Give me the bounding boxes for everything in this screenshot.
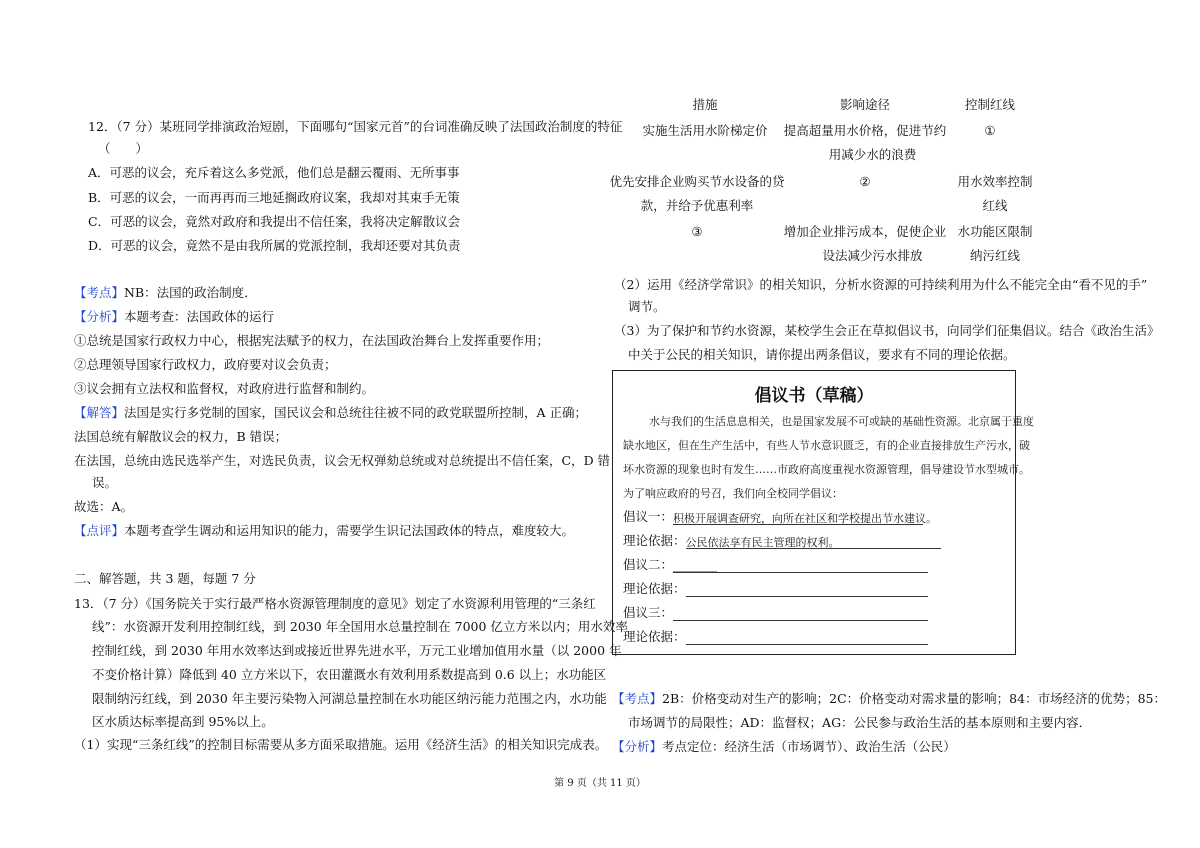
proposal-box [612,370,1034,655]
proposal-row-3-value: ＿＿＿＿ [673,558,928,573]
guxuan: 故选：A。 [74,499,134,514]
kaodian-text: NB：法国的政治制度． [124,285,257,300]
page-footer: 第 9 页（共 11 页） [554,778,646,789]
table-r3-redline-b: 纳污红线 [969,248,1020,263]
q13-fenxi-text: 考点定位：经济生活（市场调节）、政治生活（公民） [662,739,956,754]
proposal-row-3-label: 倡议二： [623,557,674,572]
proposal-row-6-value [686,630,928,645]
jieda-tag: 【解答】 [74,405,125,420]
proposal-row-4 [623,579,928,597]
proposal-row-4-value [686,582,928,597]
q12-dianping [74,522,574,540]
table-r1-measure: 实施生活用水阶梯定价 [642,123,768,138]
q12-point-2: ②总理领导国家行政权力，政府要对议会负责； [74,357,337,372]
table-header-measure: 措施 [692,97,718,112]
q12-jieda [74,404,587,422]
q12-option-b: B．可恶的议会，一而再再而三地延搁政府议案，我却对其束手无策 [88,190,460,205]
proposal-body-3: 坏水资源的现象也时有发生……市政府高度重视水资源管理，倡导建设节水型城市。 [623,463,1030,476]
table-header-path: 影响途径 [839,97,890,112]
q13-line-1: 13．（7 分）《国务院关于实行最严格水资源管理制度的意见》划定了水资源利用管理的“三条红 [74,596,596,611]
table-r3-path-b: 设法减少污水排放 [822,248,923,263]
jieda-text-4: 误。 [92,475,118,490]
q13-sub-2b: 调节。 [628,299,666,314]
fenxi-tag: 【分析】 [74,309,125,324]
q12-option-d: D．可恶的议会，竟然不是由我所属的党派控制，我却还要对其负责 [88,238,461,253]
q13-kaodian-text-1: 2B：价格变动对生产的影响；2C：价格变动对需求量的影响；84：市场经济的优势；85： [662,691,1166,706]
proposal-row-1-label: 倡议一： [623,509,674,524]
dianping-tag: 【点评】 [74,523,125,538]
proposal-row-2 [623,531,941,549]
q13-kaodian-tag: 【考点】 [612,691,663,706]
fenxi-text: 本题考查：法国政体的运行 [124,309,275,324]
proposal-body-4: 为了响应政府的号召，我们向全校同学倡议： [623,487,843,500]
q13-sub-2a: （2）运用《经济学常识》的相关知识，分析水资源的可持续利用为什么不能完全由“看不见的手” [614,277,1148,292]
proposal-row-6-label: 理论依据： [623,629,686,644]
jieda-text-1: 法国是实行多党制的国家，国民议会和总统往往被不同的政党联盟所控制，A 正确； [124,405,588,420]
kaodian-tag: 【考点】 [74,285,125,300]
jieda-text-2: 法国总统有解散议会的权力，B 错误； [74,429,288,444]
proposal-row-2-value: 公民依法享有民主管理的权利。 [686,534,941,549]
q12-answer-blank: （ ） [98,141,149,156]
dianping-text: 本题考查学生调动和运用知识的能力，需要学生识记法国政体的特点，难度较大。 [124,523,575,538]
jieda-text-3: 在法国，总统由选民选举产生，对选民负责，议会无权弹劾总统或对总统提出不信任案，C，D 错 [74,453,611,468]
table-r2-redline-b: 红线 [982,198,1008,213]
q12-fenxi [74,308,274,326]
proposal-row-2-label: 理论依据： [623,533,686,548]
proposal-row-1 [623,507,938,525]
q12-point-3: ③议会拥有立法权和监督权，对政府进行监督和制约。 [74,381,375,396]
proposal-row-6 [623,627,928,645]
q12-option-c: C．可恶的议会，竟然对政府和我提出不信任案，我将决定解散议会 [88,214,461,229]
q13-kaodian [612,690,1166,708]
table-r2-measure-a: 优先安排企业购买节水设备的贷 [609,174,785,189]
table-r3-redline-a: 水功能区限制 [957,224,1033,239]
proposal-body-1: 水与我们的生活息息相关，也是国家发展不可或缺的基础性资源。北京属于重度 [649,415,1034,428]
q13-sub-1: （1）实现“三条红线”的控制目标需要从多方面采取措施。运用《经济生活》的相关知识完成表。 [74,737,608,752]
proposal-row-5-value [673,606,928,621]
q13-line-2: 线”：水资源开发利用控制红线，到 2030 年全国用水总量控制在 7000 亿立方米以内；用水效率 [92,619,628,634]
table-r2-measure-b: 款，并给予优惠利率 [640,198,754,213]
q13-sub-3b: 中关于公民的相关知识，请你提出两条倡议，要求有不同的理论依据。 [628,347,1016,362]
table-header-redline: 控制红线 [964,97,1015,112]
table-r2-redline-a: 用水效率控制 [957,174,1033,189]
section-2-heading: 二、解答题，共 3 题，每题 7 分 [74,571,256,586]
proposal-row-1-value: 积极开展调查研究，向所在社区和学校提出节水建议。 [673,512,938,525]
q13-fenxi [612,738,956,756]
proposal-row-3 [623,555,928,573]
q13-kaodian-text-2: 市场调节的局限性；AD：监督权；AG：公民参与政治生活的基本原则和主要内容． [628,715,1092,730]
q13-line-6: 区水质达标率提高到 95%以上。 [92,714,274,729]
q13-line-3: 控制红线，到 2030 年用水效率达到或接近世界先进水平，万元工业增加值用水量（以 2000 年 [92,643,622,658]
table-r1-path-b: 用减少水的浪费 [828,147,917,162]
q12-option-a: A．可恶的议会，充斥着这么多党派，他们总是翻云覆雨、无所事事 [88,165,460,180]
q12-kaodian [74,284,257,302]
proposal-body-2: 缺水地区，但在生产生活中，有些人节水意识匮乏，有的企业直接排放生产污水，破 [623,439,1030,452]
q13-sub-3a: （3）为了保护和节约水资源，某校学生会正在草拟倡议书，向同学们征集倡议。结合《政治生活》 [614,323,1160,338]
q13-fenxi-tag: 【分析】 [612,739,663,754]
q12-point-1: ①总统是国家行政权力中心，根据宪法赋予的权力，在法国政治舞台上发挥重要作用； [74,333,550,348]
table-r3-measure: ③ [691,224,703,239]
table-r3-path-a: 增加企业排污成本，促使企业 [783,224,947,239]
q13-line-5: 限制纳污红线，到 2030 年主要污染物入河湖总量控制在水功能区纳污能力范围之内，水功能 [92,691,607,706]
q12-stem: 12．（7 分）某班同学排演政治短剧，下面哪句“国家元首”的台词准确反映了法国政治制度的特征 [88,119,623,134]
proposal-title: 倡议书（草稿） [754,386,874,406]
proposal-row-4-label: 理论依据： [623,581,686,596]
proposal-row-5 [623,603,928,621]
table-r2-path: ② [859,174,871,189]
proposal-row-5-label: 倡议三： [623,605,674,620]
table-r1-redline: ① [984,123,996,138]
q13-line-4: 不变价格计算）降低到 40 立方米以下，农田灌溉水有效利用系数提高到 0.6 以上；水功能区 [92,667,607,682]
table-r1-path-a: 提高超量用水价格，促进节约 [783,123,947,138]
